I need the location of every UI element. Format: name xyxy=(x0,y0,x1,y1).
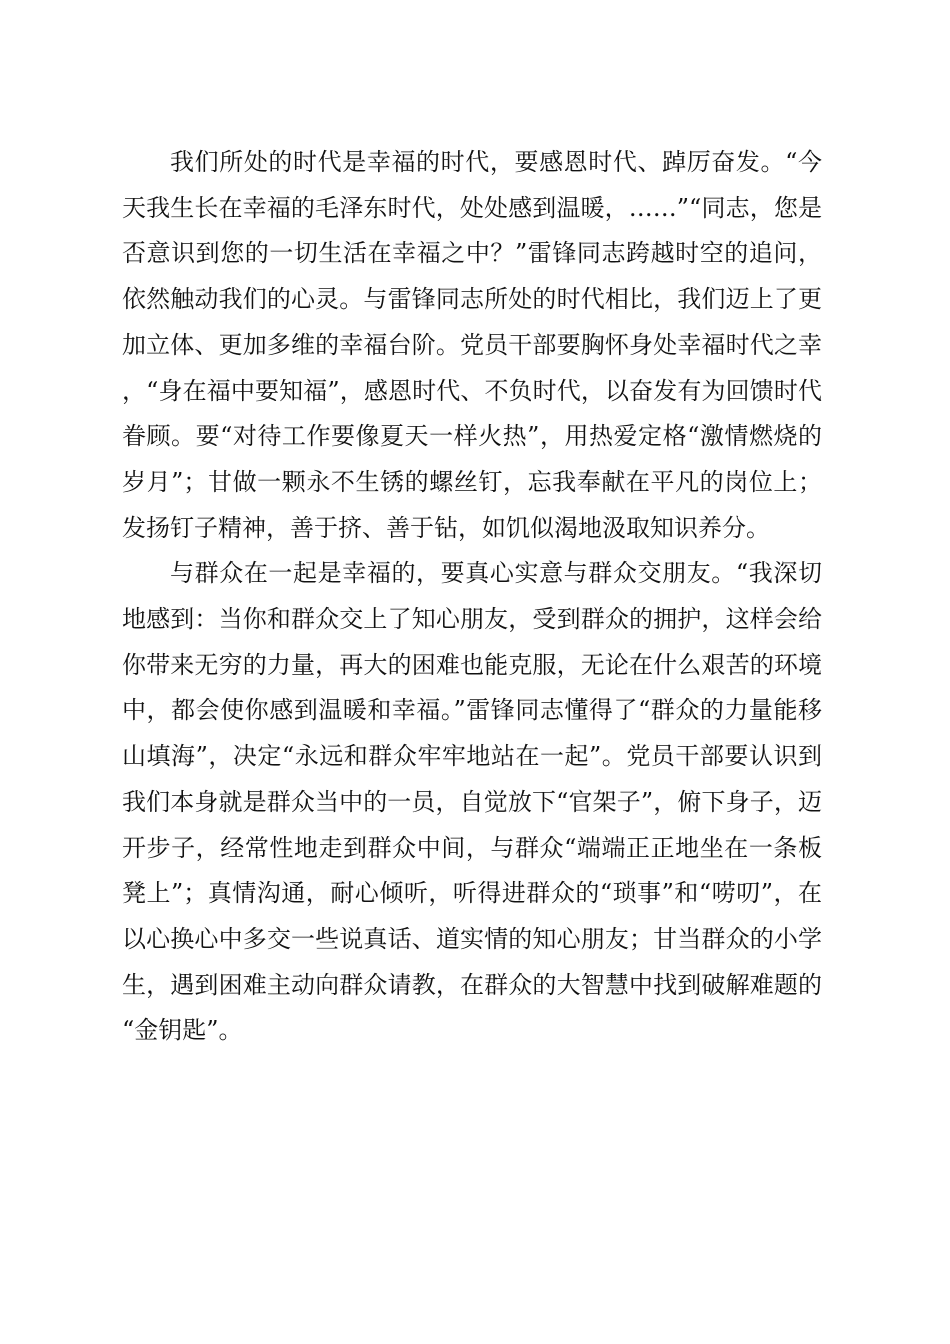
paragraph-2: 与群众在一起是幸福的，要真心实意与群众交朋友。“我深切地感到：当你和群众交上了知心朋友，受到群众的拥护，这样会给你带来无穷的力量，再大的困难也能克服，无论在什么艰苦的环境中，都会使你感到温暖和幸福。”雷锋同志懂得了“群众的力量能移山填海”，决定“永远和群众牢牢地站在一起”。党员干部要认识到我们本身就是群众当中的一员，自觉放下“官架子”，俯下身子，迈开步子，经常性地走到群众中间，与群众“端端正正地坐在一条板凳上”；真情沟通，耐心倾听，听得进群众的“琐事”和“唠叨”，在以心换心中多交一些说真话、道实情的知心朋友；甘当群众的小学生，遇到困难主动向群众请教，在群众的大智慧中找到破解难题的“金钥匙”。 xyxy=(122,559,822,1045)
paragraph-1: 我们所处的时代是幸福的时代，要感恩时代、踔厉奋发。“今天我生长在幸福的毛泽东时代，处处感到温暖，……”“同志，您是否意识到您的一切生活在幸福之中？”雷锋同志跨越时空的追问，依然触动我们的心灵。与雷锋同志所处的时代相比，我们迈上了更加立体、更加多维的幸福台阶。党员干部要胸怀身处幸福时代之幸，“身在福中要知福”，感恩时代、不负时代，以奋发有为回馈时代眷顾。要“对待工作要像夏天一样火热”，用热爱定格“激情燃烧的岁月”；甘做一颗永不生锈的螺丝钉，忘我奉献在平凡的岗位上；发扬钉子精神，善于挤、善于钻，如饥似渴地汲取知识养分。 xyxy=(122,148,822,542)
body-text xyxy=(122,140,822,1054)
